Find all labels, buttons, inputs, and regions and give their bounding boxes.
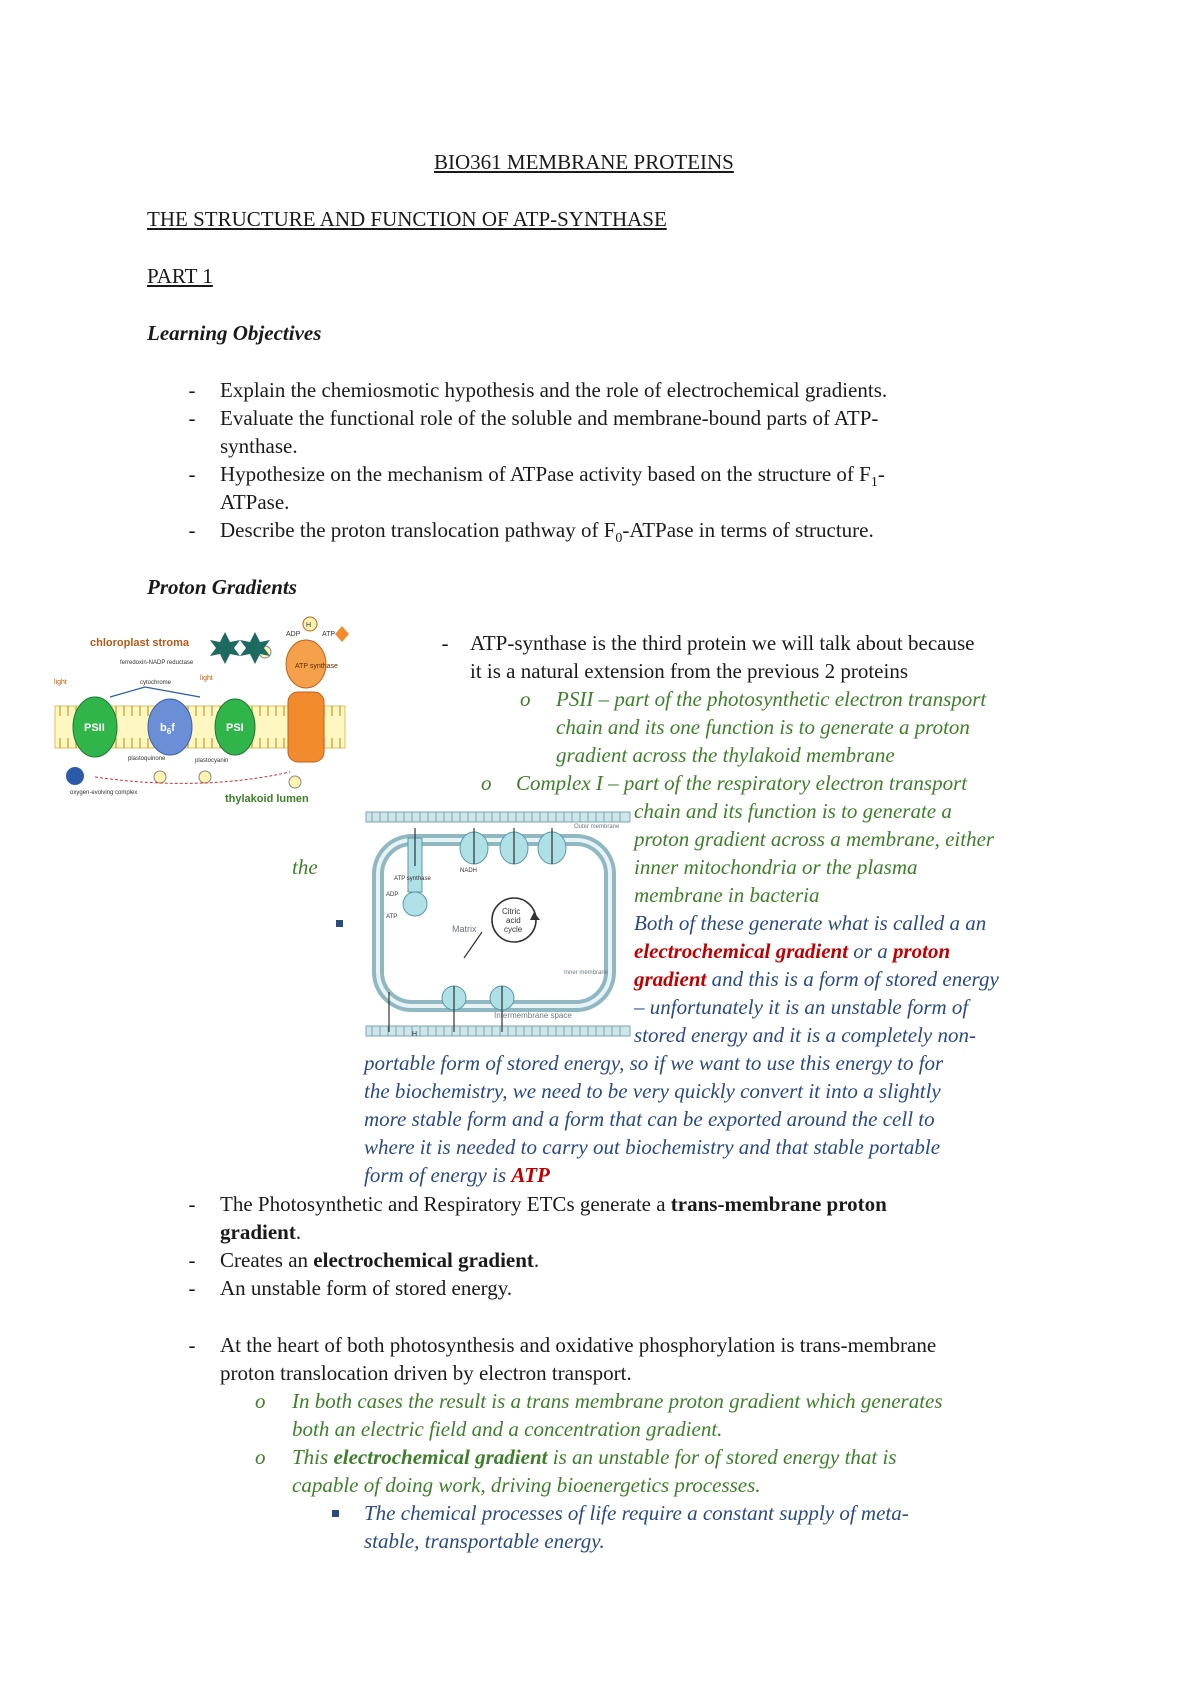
both-line6: portable form of stored energy, so if we want to use this energy to for xyxy=(364,1051,944,1075)
psi-label: PSI xyxy=(226,722,244,734)
both-line9: where it is needed to carry out biochemistry and that stable portable xyxy=(364,1135,941,1159)
square-bullet xyxy=(332,1510,339,1517)
both-line10: form of energy is ATP xyxy=(364,1163,550,1187)
plastoquinone-label: plastoquinone xyxy=(128,756,166,762)
cycle-label-1: Citric xyxy=(502,907,521,916)
learning-objectives-heading: Learning Objectives xyxy=(147,321,322,345)
o-bullet: o xyxy=(520,687,531,711)
oec-circle xyxy=(66,767,84,785)
o-bullet: o xyxy=(481,771,492,795)
heart-line1: At the heart of both photosynthesis and oxidative phosphorylation is trans-membrane xyxy=(220,1333,937,1357)
in-both-line1: In both cases the result is a trans membrane proton gradient which generates xyxy=(292,1389,943,1413)
complex-i-line5: membrane in bacteria xyxy=(634,883,820,907)
bullet-dash: - xyxy=(441,631,449,655)
doc-title: BIO361 MEMBRANE PROTEINS xyxy=(434,150,734,174)
plastocyanin-label: plastocyanin xyxy=(195,758,229,764)
matrix-label: Matrix xyxy=(452,924,477,934)
creates-line: Creates an electrochemical gradient. xyxy=(220,1248,540,1272)
bullet-dash: - xyxy=(188,1333,196,1357)
atp-synthase-line1: ATP-synthase is the third protein we will talk about because xyxy=(470,631,975,655)
bullet-dash: - xyxy=(188,1276,196,1300)
starburst-icon xyxy=(210,632,240,664)
oec-label: oxygen-evolving complex xyxy=(70,790,138,796)
adp-fig2-label: ADP xyxy=(386,892,399,898)
heart-line2: proton translocation driven by electron transport. xyxy=(220,1361,632,1385)
psii-label: PSII xyxy=(84,722,105,734)
etc-line1: The Photosynthetic and Respiratory ETCs generate a trans-membrane proton xyxy=(220,1192,887,1216)
complex-i-line2: chain and its function is to generate a xyxy=(634,799,952,823)
both-line7: the biochemistry, we need to be very quickly convert it into a slightly xyxy=(364,1079,941,1103)
h-ion-label: H xyxy=(306,622,312,629)
chem-line1: The chemical processes of life require a constant supply of meta- xyxy=(364,1501,909,1525)
objective-1: Explain the chemiosmotic hypothesis and the role of electrochemical gradients. xyxy=(220,378,888,402)
objective-4: Describe the proton translocation pathway of $F_0$-ATPase in terms of structure. xyxy=(220,518,874,547)
outer-membrane-label: Outer membrane xyxy=(574,824,620,830)
thylakoid-lumen-label: thylakoid lumen xyxy=(225,793,309,805)
bullet-dash: - xyxy=(188,1248,196,1272)
o-bullet: o xyxy=(255,1389,266,1413)
atp-synthase-complex xyxy=(288,692,324,762)
proton-gradients-heading: Proton Gradients xyxy=(147,575,297,599)
etc-line2: gradient. xyxy=(220,1220,302,1244)
o-bullet: o xyxy=(255,1445,266,1469)
mitochondrion-figure xyxy=(364,808,632,1044)
objective-dash: - xyxy=(188,518,196,542)
atp-fig-label: ATP xyxy=(322,631,336,638)
both-line2: electrochemical gradient or a proton xyxy=(634,939,951,963)
inner-membrane-label: Inner membrane xyxy=(564,970,609,976)
atp-synthase-line2: it is a natural extension from the previous 2 proteins xyxy=(470,659,908,683)
complex-i-line4: inner mitochondria or the plasma xyxy=(634,855,918,879)
both-line5: stored energy and it is a completely non- xyxy=(634,1023,976,1047)
adp-label: ADP xyxy=(286,631,301,638)
both-line4: – unfortunately it is an unstable form of xyxy=(634,995,969,1019)
atp-synthase-fig-label: ATP synthase xyxy=(295,663,338,670)
both-line3: gradient and this is a form of stored energy xyxy=(634,967,999,991)
this-line2: capable of doing work, driving bioenergetics processes. xyxy=(292,1473,761,1497)
outer-membrane-top xyxy=(366,812,630,822)
psii-line2: chain and its one function is to generate a proton xyxy=(556,715,970,739)
complex-i-line1: Complex I – part of the respiratory electron transport xyxy=(516,771,968,795)
objective-2-line2: synthase. xyxy=(220,434,298,458)
objective-dash: - xyxy=(188,462,196,486)
complex-i-line3: proton gradient across a membrane, either xyxy=(634,827,995,851)
chloroplast-stroma-label: chloroplast stroma xyxy=(90,637,190,649)
complex-i-the: the xyxy=(292,855,318,879)
this-line1: This electrochemical gradient is an unstable for of stored energy that is xyxy=(292,1445,897,1469)
square-bullet xyxy=(336,920,343,927)
thylakoid-membrane-figure xyxy=(50,612,350,812)
psii-line3: gradient across the thylakoid membrane xyxy=(556,743,895,767)
psii-line1: PSII – part of the photosynthetic electron transport xyxy=(556,687,987,711)
both-line8: more stable form and a form that can be exported around the cell to xyxy=(364,1107,935,1131)
chem-line2: stable, transportable energy. xyxy=(364,1529,605,1553)
cycle-label-2: acid xyxy=(506,916,521,925)
objective-3-line2: ATPase. xyxy=(220,490,290,514)
objective-dash: - xyxy=(188,378,196,402)
bullet-dash: - xyxy=(188,1192,196,1216)
light-label-1: light xyxy=(54,679,67,686)
cytochrome-label: cytochrome xyxy=(140,680,172,686)
in-both-line2: both an electric field and a concentration gradient. xyxy=(292,1417,723,1441)
nadh-label: NADH xyxy=(460,868,478,874)
outer-membrane-bottom xyxy=(366,1026,630,1036)
atp-fig2-label: ATP xyxy=(386,914,398,920)
both-line1: Both of these generate what is called a an xyxy=(634,911,987,935)
b6f-label: $b_6f$ xyxy=(160,722,175,736)
h-ion-label: H xyxy=(412,1031,418,1038)
light-label-2: light xyxy=(200,675,213,682)
ims-label: Intermembrane space xyxy=(494,1011,572,1020)
doc-subtitle: THE STRUCTURE AND FUNCTION OF ATP-SYNTHASE xyxy=(147,207,667,231)
cycle-label-3: cycle xyxy=(504,925,523,934)
atp-synthase-fig2-label: ATP synthase xyxy=(394,876,431,882)
objective-dash: - xyxy=(188,406,196,430)
objective-2-line1: Evaluate the functional role of the soluble and membrane-bound parts of ATP- xyxy=(220,406,879,430)
unstable-line: An unstable form of stored energy. xyxy=(220,1276,513,1300)
fnr-label: ferredoxin-NADP reductase xyxy=(120,660,194,666)
objective-3-line1: Hypothesize on the mechanism of ATPase activity based on the structure of $F_1-$ xyxy=(220,462,885,491)
part-heading: PART 1 xyxy=(147,264,213,288)
